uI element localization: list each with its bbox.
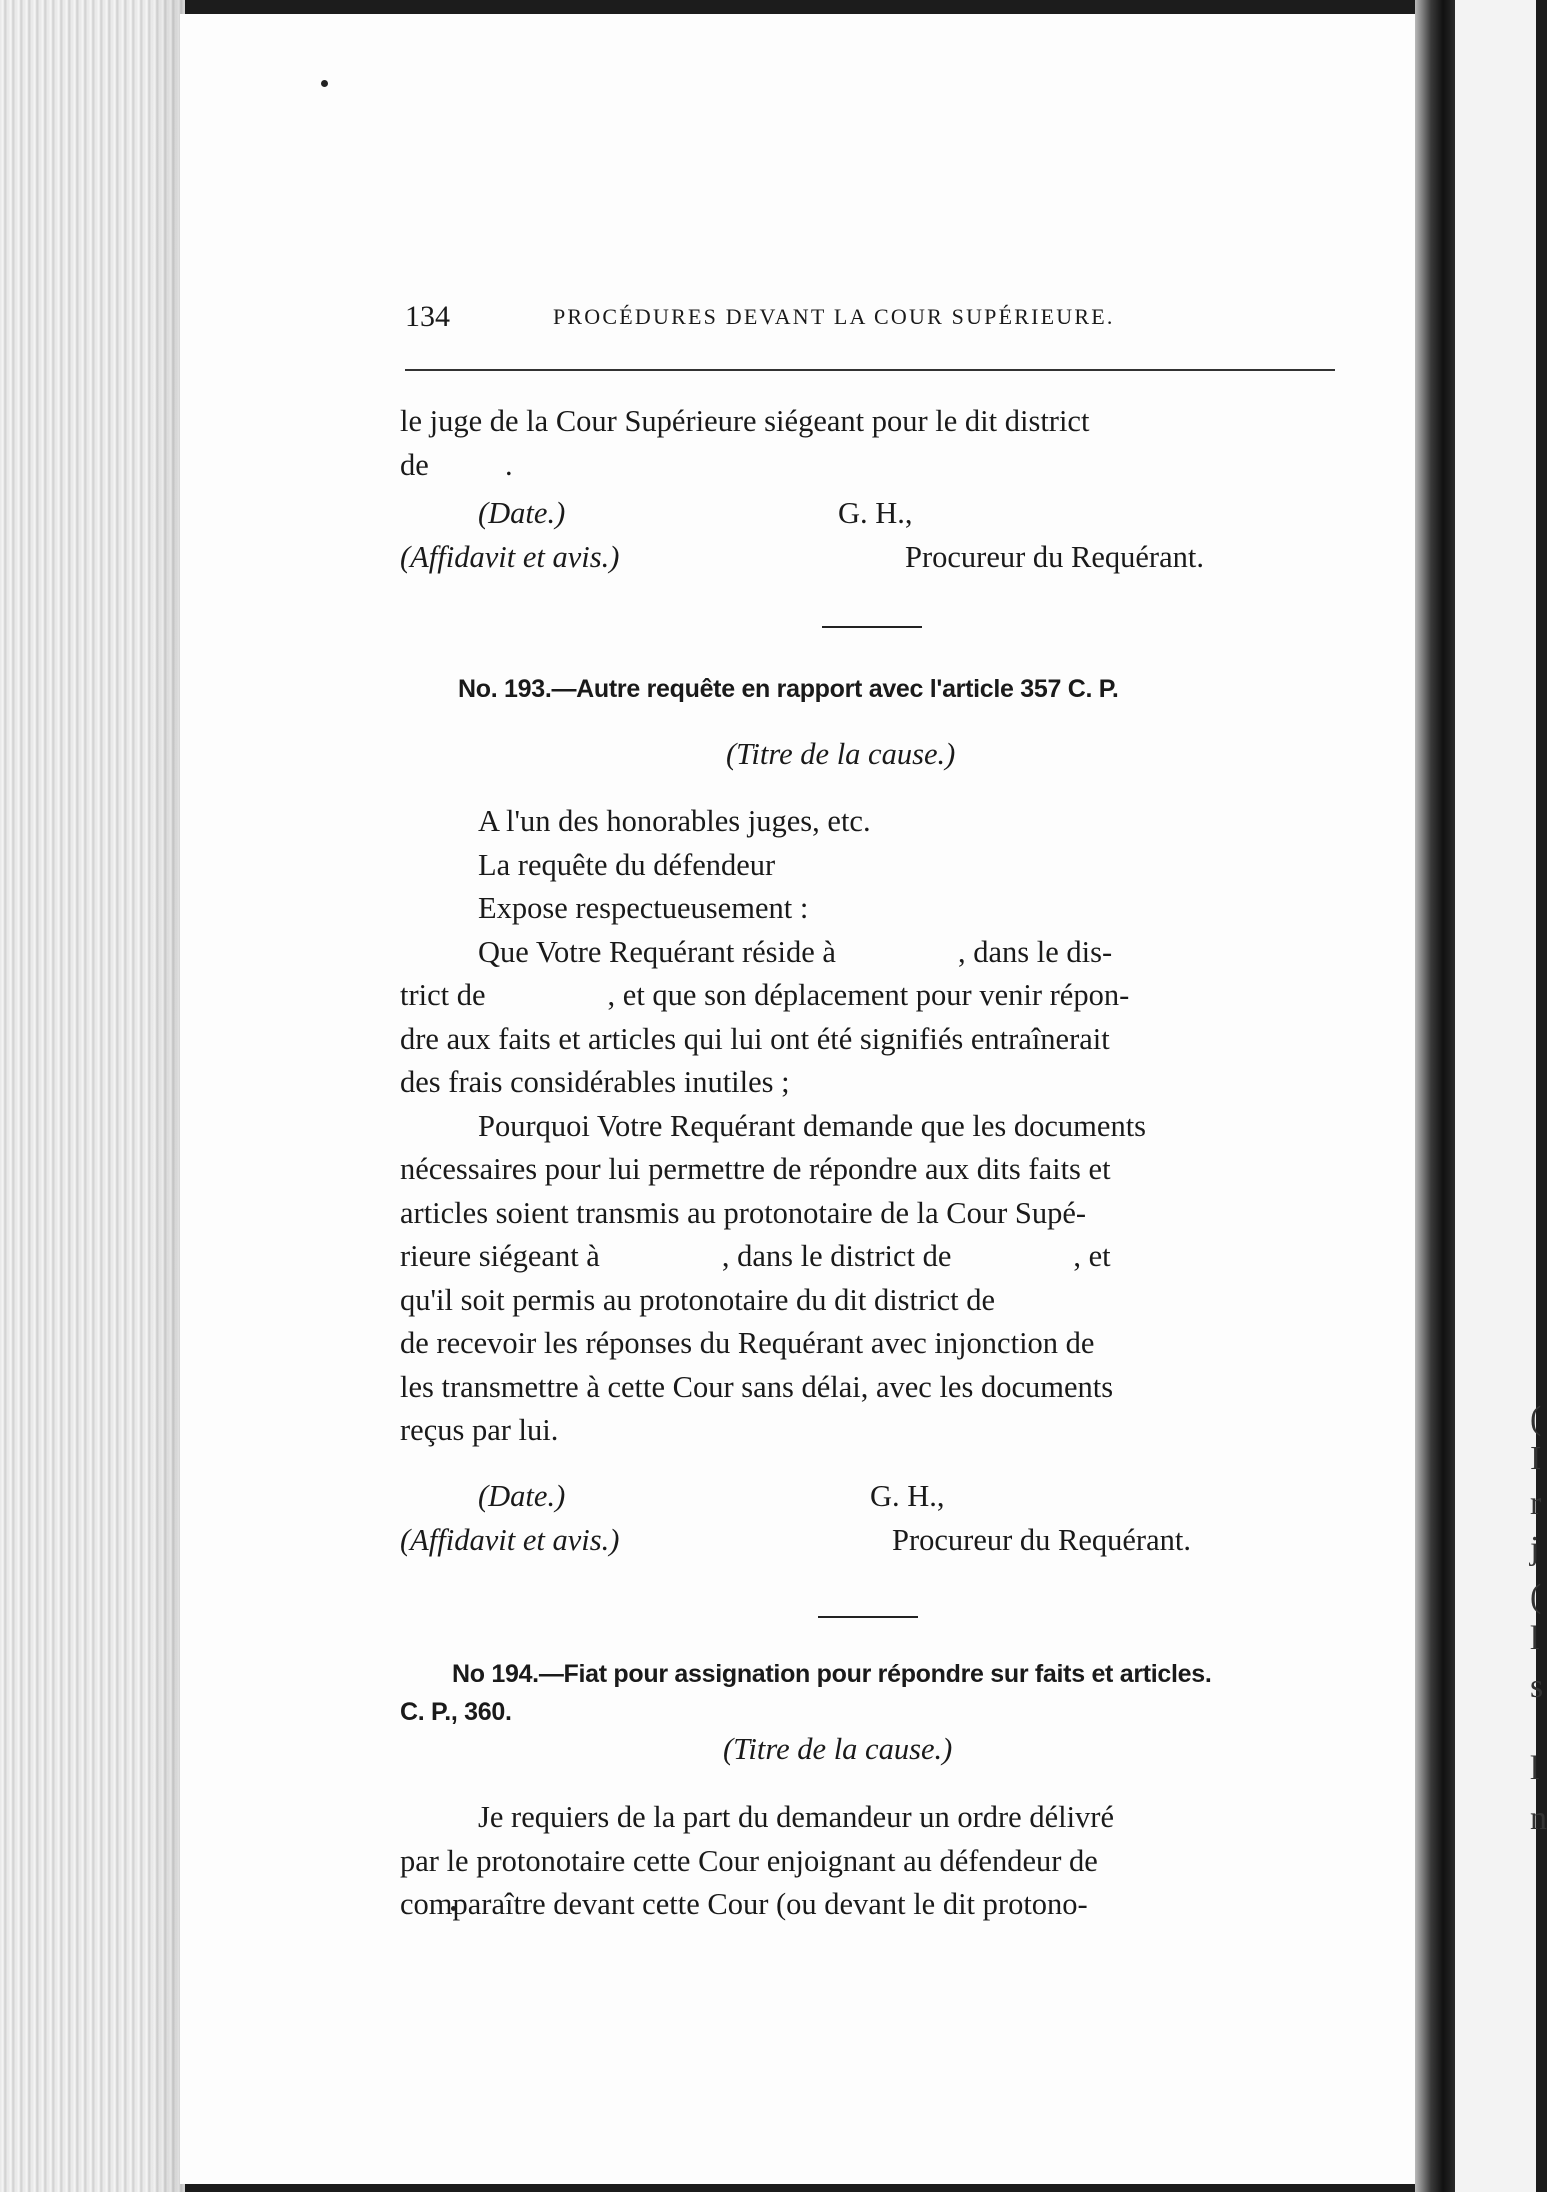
section-divider: [822, 626, 922, 628]
signer-role: Procureur du Requérant.: [905, 540, 1204, 574]
date-label: (Date.): [478, 1479, 566, 1513]
next-page-fragment: r: [1530, 1485, 1542, 1522]
text-line: les transmettre à cette Cour sans délai, avec les documents: [400, 1369, 1114, 1404]
section-194-body: [400, 1796, 1340, 1927]
next-page-fragment: (: [1530, 1578, 1542, 1615]
affidavit-label: (Affidavit et avis.): [400, 540, 620, 574]
speck-mark: [321, 80, 328, 87]
text-line: A l'un des honorables juges, etc.: [478, 804, 871, 838]
text-line: le juge de la Cour Supérieure siégeant pour le dit district: [400, 404, 1090, 438]
text-line: qu'il soit permis au protonotaire du dit district de: [400, 1282, 996, 1317]
text-line: Que Votre Requérant réside à , dans le dis-: [478, 934, 1113, 969]
signature-block: [400, 492, 1340, 580]
text-line: de recevoir les réponses du Requérant avec injonction de: [400, 1326, 1095, 1360]
signature-block: [400, 1475, 1340, 1563]
signer-role: Procureur du Requérant.: [892, 1523, 1191, 1557]
text-line: par le protonotaire cette Cour enjoignant au défendeur de: [400, 1843, 1098, 1878]
text-line: de .: [400, 447, 513, 482]
section-heading: No 194.—Fiat pour assignation pour répondre sur faits et articles.: [452, 1660, 1212, 1688]
section-heading: No. 193.—Autre requête en rapport avec l'article 357 C. P.: [458, 675, 1119, 703]
section-subtitle: (Titre de la cause.): [726, 737, 956, 771]
section-subtitle: (Titre de la cause.): [723, 1732, 953, 1766]
text-line: dre aux faits et articles qui lui ont été signifiés entraînerait: [400, 1021, 1110, 1056]
section-193-body: [400, 800, 1340, 1453]
next-page-fragment: (: [1530, 1400, 1542, 1437]
text-line: articles soient transmis au protonotaire de la Cour Supé-: [400, 1195, 1087, 1230]
next-page-fragment: n: [1530, 1800, 1547, 1837]
text-line: des frais considérables inutiles ;: [400, 1065, 790, 1099]
affidavit-label: (Affidavit et avis.): [400, 1523, 620, 1557]
text-line: comparaître devant cette Cour (ou devant le dit protono-: [400, 1887, 1088, 1921]
next-page-fragment: j: [1530, 1530, 1540, 1567]
text-line: trict de , et que son déplacement pour venir répon-: [400, 978, 1130, 1012]
next-page-fragment: l: [1530, 1620, 1540, 1657]
section-divider: [818, 1616, 918, 1618]
text-line: nécessaires pour lui permettre de répondre aux dits faits et: [400, 1152, 1111, 1186]
header-rule: [405, 369, 1335, 371]
signer-initials: G. H.,: [870, 1479, 945, 1513]
section-heading-continued: C. P., 360.: [400, 1698, 512, 1726]
next-page-fragment: s: [1530, 1668, 1544, 1705]
text-line: Pourquoi Votre Requérant demande que les documents: [478, 1108, 1147, 1143]
continuation-paragraph: [400, 400, 1340, 487]
text-line: reçus par lui.: [400, 1413, 559, 1447]
next-page-strip: [1455, 0, 1536, 2192]
text-line: Expose respectueusement :: [478, 891, 809, 925]
date-label: (Date.): [478, 496, 566, 530]
page-number: 134: [405, 300, 450, 333]
next-page-fragment: I: [1530, 1440, 1542, 1477]
text-line: rieure siégeant à , dans le district de , et: [400, 1239, 1111, 1273]
next-page-fragment: l: [1530, 1750, 1540, 1787]
running-title: PROCÉDURES DEVANT LA COUR SUPÉRIEURE.: [553, 304, 1115, 329]
text-line: La requête du défendeur: [478, 847, 776, 882]
signer-initials: G. H.,: [838, 496, 913, 530]
running-header: [405, 300, 1335, 340]
book-gutter: [1415, 0, 1455, 2192]
text-line: Je requiers de la part du demandeur un ordre délivré: [478, 1800, 1115, 1834]
